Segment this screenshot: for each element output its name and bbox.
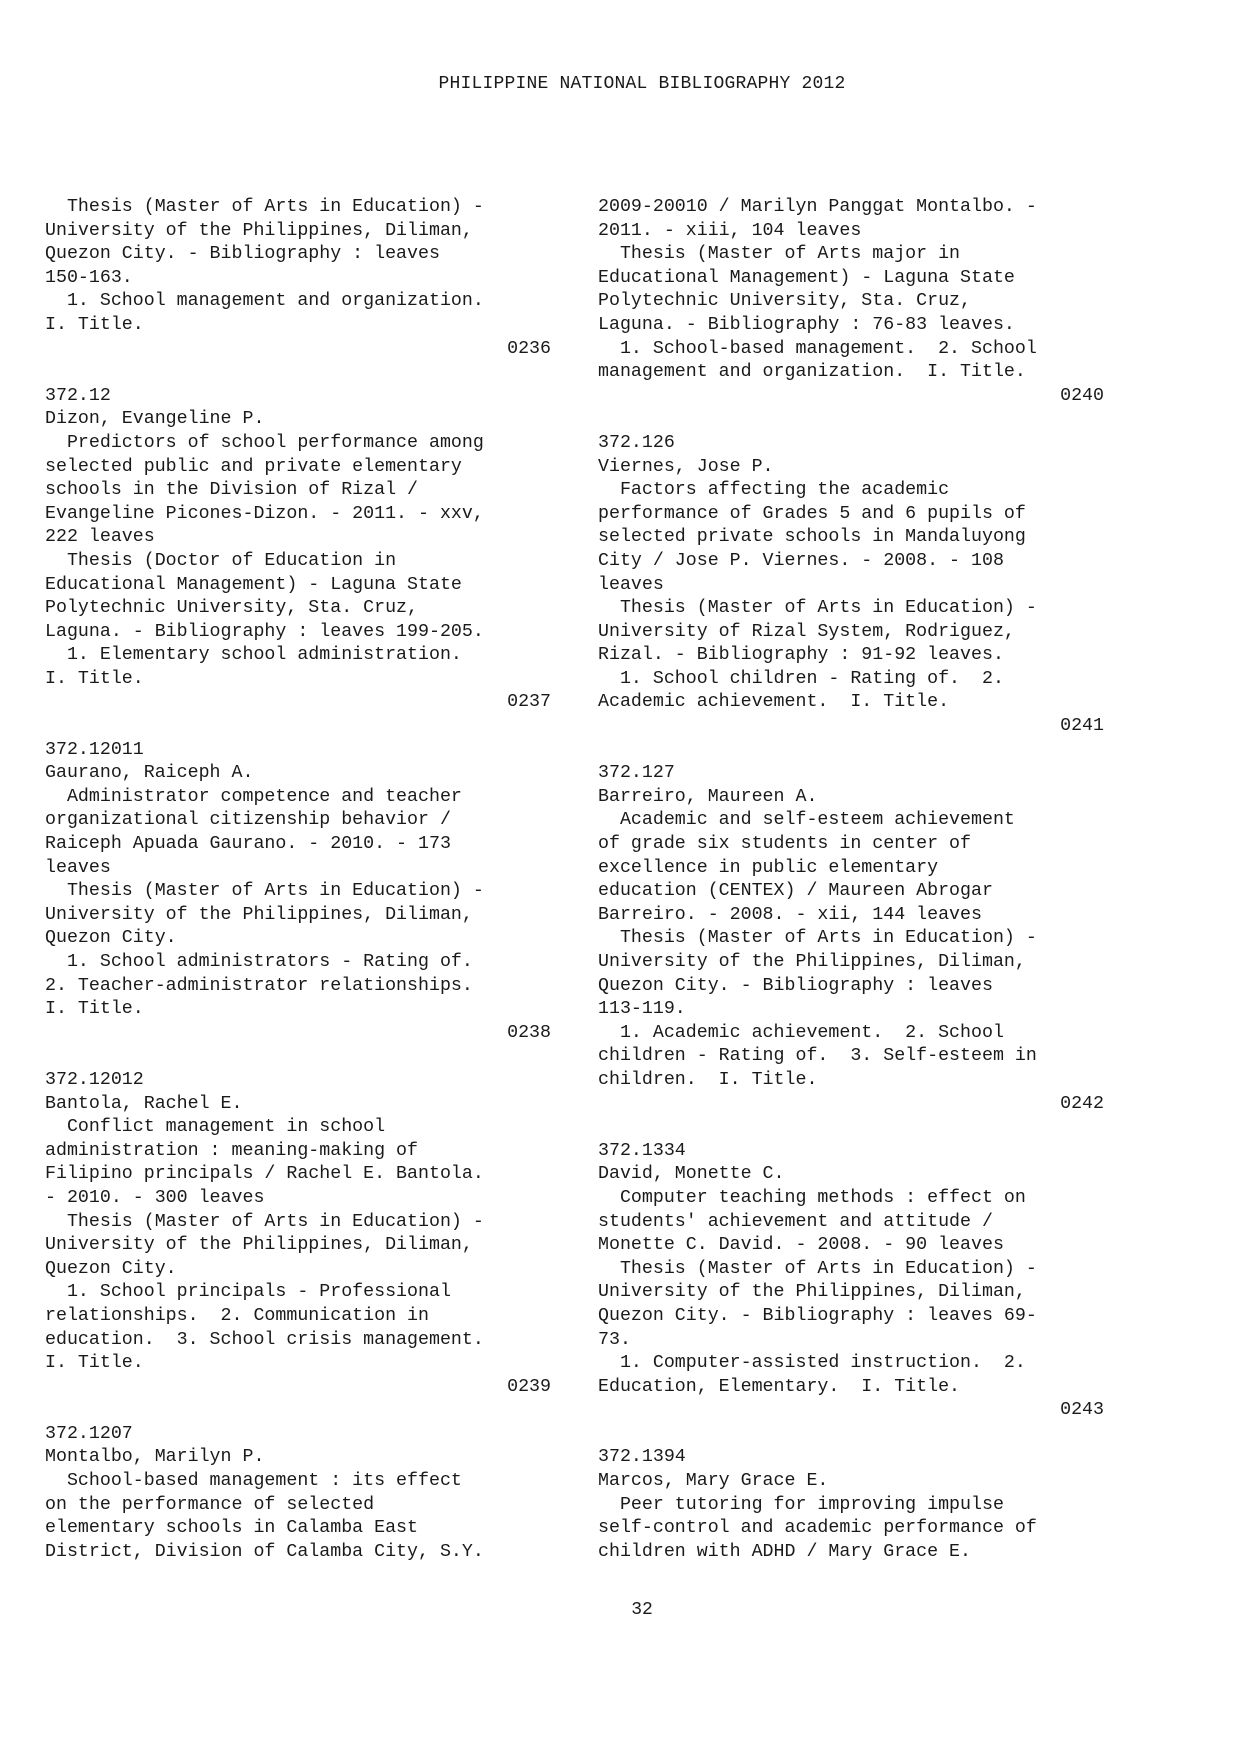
bibliography-entry xyxy=(45,196,551,361)
entry-line: education. 3. School crisis management. xyxy=(45,1329,484,1350)
entry-line: 1. School-based management. 2. School xyxy=(598,338,1037,359)
entry-line: education (CENTEX) / Maureen Abrogar xyxy=(598,881,993,902)
entry-line: Evangeline Picones-Dizon. - 2011. - xxv, xyxy=(45,503,484,524)
bibliography-entry xyxy=(598,1446,1104,1564)
entry-line: children with ADHD / Mary Grace E. xyxy=(598,1541,971,1562)
entry-line: Polytechnic University, Sta. Cruz, xyxy=(598,291,971,312)
entry-line: Barreiro, Maureen A. xyxy=(598,786,818,807)
bibliography-entry xyxy=(598,196,1104,408)
entry-number: 0241 xyxy=(1060,716,1104,737)
entry-line: students' achievement and attitude / xyxy=(598,1211,993,1232)
entry-line: relationships. 2. Communication in xyxy=(45,1305,429,1326)
entry-line: I. Title. xyxy=(45,668,144,689)
entry-number: 0238 xyxy=(507,1022,551,1043)
entry-line: Bantola, Rachel E. xyxy=(45,1093,243,1114)
entry-number: 0239 xyxy=(507,1376,551,1397)
entry-line: I. Title. xyxy=(45,314,144,335)
bibliography-entry xyxy=(598,432,1104,739)
entry-number: 0237 xyxy=(507,692,551,713)
entry-line: 1. School management and organization. xyxy=(45,291,484,312)
bibliography-entry xyxy=(45,385,551,715)
entry-line: selected public and private elementary xyxy=(45,456,462,477)
entry-number: 0243 xyxy=(1060,1400,1104,1421)
entry-line: 372.127 xyxy=(598,763,675,784)
entry-line: Gaurano, Raiceph A. xyxy=(45,763,254,784)
entry-line: 372.12 xyxy=(45,385,111,406)
entry-line: Thesis (Master of Arts in Education) - xyxy=(45,197,484,217)
entry-line: Polytechnic University, Sta. Cruz, xyxy=(45,598,418,619)
bibliography-entry xyxy=(598,1140,1104,1423)
bibliography-entry xyxy=(45,739,551,1046)
entry-line: Filipino principals / Rachel E. Bantola. xyxy=(45,1164,484,1185)
entry-line: 1. School principals - Professional xyxy=(45,1282,451,1303)
entry-line: 2011. - xiii, 104 leaves xyxy=(598,220,862,241)
entry-line: University of the Philippines, Diliman, xyxy=(598,952,1026,972)
entry-line: 1. Computer-assisted instruction. 2. xyxy=(598,1353,1026,1374)
entry-line: 113-119. xyxy=(598,999,686,1020)
entry-line: I. Title. xyxy=(45,999,144,1020)
entry-line: 372.1334 xyxy=(598,1140,686,1161)
entry-line: Educational Management) - Laguna State xyxy=(598,267,1015,288)
entry-line: Thesis (Master of Arts in Education) - xyxy=(45,1211,484,1232)
entry-line: District, Division of Calamba City, S.Y. xyxy=(45,1541,484,1562)
entry-line: 222 leaves xyxy=(45,527,155,548)
entry-line: excellence in public elementary xyxy=(598,857,939,878)
left-column xyxy=(45,196,551,1588)
bibliography-entry xyxy=(598,762,1104,1116)
entry-line: 372.1394 xyxy=(598,1447,686,1468)
entry-line: Administrator competence and teacher xyxy=(45,786,462,807)
entry-line: Conflict management in school xyxy=(45,1117,386,1138)
entry-line: 372.12011 xyxy=(45,739,144,760)
entry-line: Quezon City. - Bibliography : leaves xyxy=(598,975,993,996)
entry-line: Rizal. - Bibliography : 91-92 leaves. xyxy=(598,645,1004,666)
entry-line: Quezon City. xyxy=(45,1258,177,1279)
entry-line: management and organization. I. Title. xyxy=(598,362,1026,383)
entry-line: Montalbo, Marilyn P. xyxy=(45,1447,265,1468)
entry-line: - 2010. - 300 leaves xyxy=(45,1187,265,1208)
entry-line: 73. xyxy=(598,1329,631,1350)
entry-line: University of the Philippines, Diliman, xyxy=(598,1282,1026,1303)
page-header: PHILIPPINE NATIONAL BIBLIOGRAPHY 2012 xyxy=(438,74,846,94)
entry-line: Thesis (Master of Arts in Education) - xyxy=(598,598,1037,619)
entry-line: children. I. Title. xyxy=(598,1069,818,1090)
entry-line: Dizon, Evangeline P. xyxy=(45,409,265,430)
entry-line: University of the Philippines, Diliman, xyxy=(45,1235,473,1256)
bibliography-entry xyxy=(45,1423,551,1565)
entry-number: 0242 xyxy=(1060,1093,1104,1114)
entry-line: leaves xyxy=(598,574,664,595)
entry-line: Quezon City. - Bibliography : leaves xyxy=(45,244,440,265)
entry-line: 1. School administrators - Rating of. xyxy=(45,952,473,972)
entry-line: administration : meaning-making of xyxy=(45,1140,418,1161)
entry-line: Laguna. - Bibliography : 76-83 leaves. xyxy=(598,314,1015,335)
entry-line: schools in the Division of Rizal / xyxy=(45,480,418,501)
entry-line: 150-163. xyxy=(45,267,133,288)
entry-line: of grade six students in center of xyxy=(598,834,971,855)
entry-line: 372.126 xyxy=(598,432,675,453)
entry-line: 2009-20010 / Marilyn Panggat Montalbo. - xyxy=(598,197,1037,217)
entry-line: Raiceph Apuada Gaurano. - 2010. - 173 xyxy=(45,834,451,855)
entry-line: Laguna. - Bibliography : leaves 199-205. xyxy=(45,621,484,642)
entry-line: on the performance of selected xyxy=(45,1494,375,1515)
entry-line: Thesis (Master of Arts in Education) - xyxy=(598,928,1037,949)
entry-line: Factors affecting the academic xyxy=(598,480,950,501)
entry-line: Peer tutoring for improving impulse xyxy=(598,1494,1004,1515)
entry-line: elementary schools in Calamba East xyxy=(45,1518,418,1539)
entry-line: City / Jose P. Viernes. - 2008. - 108 xyxy=(598,550,1004,571)
entry-line: Predictors of school performance among xyxy=(45,432,484,453)
right-column xyxy=(598,196,1104,1588)
entry-line: 372.1207 xyxy=(45,1423,133,1444)
entry-line: selected private schools in Mandaluyong xyxy=(598,527,1026,548)
entry-line: children - Rating of. 3. Self-esteem in xyxy=(598,1046,1037,1067)
entry-line: Academic achievement. I. Title. xyxy=(598,692,950,713)
entry-line: Barreiro. - 2008. - xii, 144 leaves xyxy=(598,904,982,925)
page-number: 32 xyxy=(631,1600,653,1620)
entry-line: Education, Elementary. I. Title. xyxy=(598,1376,961,1397)
entry-line: Thesis (Master of Arts in Education) - xyxy=(598,1258,1037,1279)
entry-line: Computer teaching methods : effect on xyxy=(598,1187,1026,1208)
entry-line: University of the Philippines, Diliman, xyxy=(45,220,473,241)
entry-line: performance of Grades 5 and 6 pupils of xyxy=(598,503,1026,524)
entry-line: University of the Philippines, Diliman, xyxy=(45,904,473,925)
entry-line: self-control and academic performance of xyxy=(598,1518,1037,1539)
entry-number: 0240 xyxy=(1060,385,1104,406)
entry-line: 1. Elementary school administration. xyxy=(45,645,462,666)
entry-line: Quezon City. - Bibliography : leaves 69- xyxy=(598,1305,1037,1326)
entry-line: 372.12012 xyxy=(45,1069,144,1090)
entry-number: 0236 xyxy=(507,338,551,359)
entry-line: Thesis (Master of Arts in Education) - xyxy=(45,881,484,902)
entry-line: Thesis (Master of Arts major in xyxy=(598,244,961,265)
entry-line: 1. Academic achievement. 2. School xyxy=(598,1022,1004,1043)
entry-line: Thesis (Doctor of Education in xyxy=(45,550,397,571)
entry-line: I. Title. xyxy=(45,1353,144,1374)
entry-line: 2. Teacher-administrator relationships. xyxy=(45,975,473,996)
entry-line: Viernes, Jose P. xyxy=(598,456,774,477)
entry-line: Monette C. David. - 2008. - 90 leaves xyxy=(598,1235,1004,1256)
entry-line: organizational citizenship behavior / xyxy=(45,810,451,831)
entry-line: Quezon City. xyxy=(45,928,177,949)
entry-line: 1. School children - Rating of. 2. xyxy=(598,668,1004,689)
entry-line: David, Monette C. xyxy=(598,1164,785,1185)
entry-line: School-based management : its effect xyxy=(45,1471,462,1492)
entry-line: Academic and self-esteem achievement xyxy=(598,810,1015,831)
entry-line: Educational Management) - Laguna State xyxy=(45,574,462,595)
entry-line: Marcos, Mary Grace E. xyxy=(598,1471,829,1492)
bibliography-entry xyxy=(45,1069,551,1399)
entry-line: University of Rizal System, Rodriguez, xyxy=(598,621,1015,642)
entry-line: leaves xyxy=(45,857,111,878)
